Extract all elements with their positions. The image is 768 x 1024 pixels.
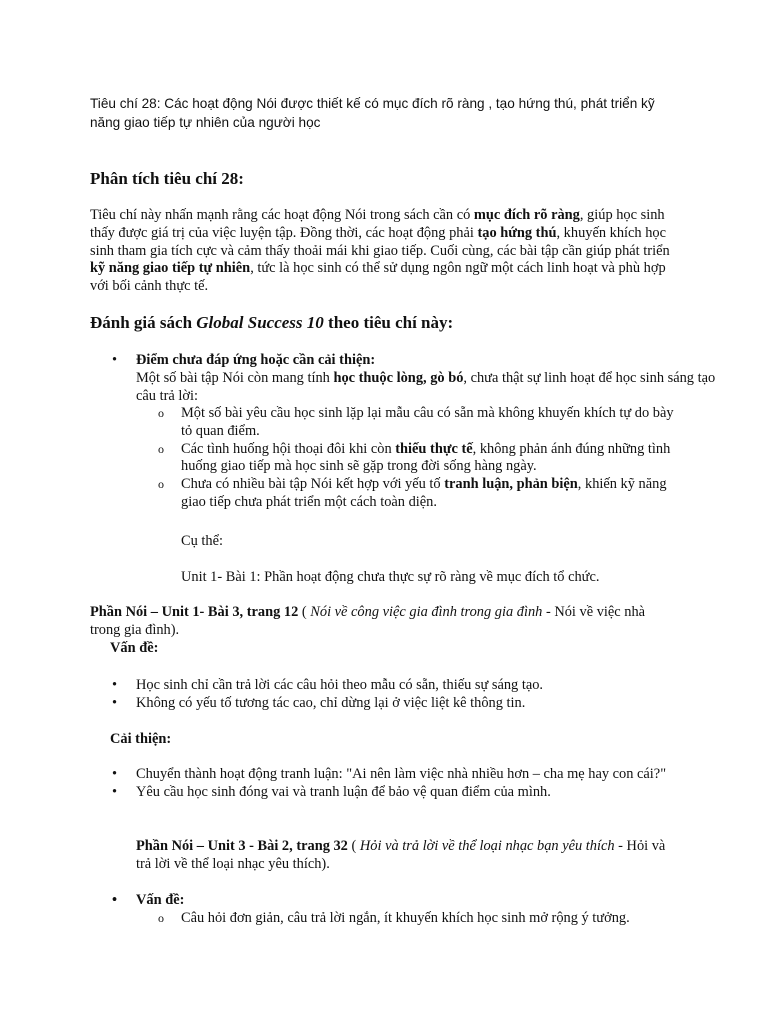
criterion-title: Tiêu chí 28: Các hoạt động Nói được thiết kế có mục đích rõ ràng , tạo hứng thú, phát triển kỹ năng giao tiếp tự nhiên của người học	[90, 96, 655, 130]
unit-note: Unit 1- Bài 1: Phần hoạt động chưa thực sự rõ ràng về mục đích tổ chức.	[181, 569, 600, 585]
list-item: o Các tình huống hội thoại đôi khi còn thiếu thực tế, không phản ánh đúng những tình huống giao tiếp mà học sinh sẽ gặp trong đời sống hàng ngày.	[90, 441, 678, 477]
analysis-paragraph: Tiêu chí này nhấn mạnh rằng các hoạt động Nói trong sách cần có mục đích rõ ràng, giúp học sinh thấy được giá trị của việc luyện tập. Đồng thời, các hoạt động phải tạo hứng thú, khuyến khích học sinh tham gia tích cực và cảm thấy thoải mái khi giao tiếp. Cuối cùng, các bài tập cần giúp phát triển kỹ năng giao tiếp tự nhiên, tức là học sinh có thể sử dụng ngôn ngữ một cách linh hoạt và phù hợp với bối cảnh thực tế.	[90, 207, 670, 295]
unit1-improve-label: Cải thiện:	[110, 731, 172, 747]
unit1-issue-label: Vấn đề:	[110, 640, 159, 656]
list-item: • Không có yếu tố tương tác cao, chỉ dừng lại ở việc liệt kê thông tin.	[90, 695, 678, 713]
weakness-section	[90, 352, 716, 405]
unit1-improvements	[90, 766, 678, 802]
list-item: • Chuyển thành hoạt động tranh luận: "Ai nên làm việc nhà nhiều hơn – cha mẹ hay con cái?"	[90, 766, 678, 784]
list-item: • Điểm chưa đáp ứng hoặc cần cải thiện: Một số bài tập Nói còn mang tính học thuộc lòng, gò bó, chưa thật sự linh hoạt để học sinh sáng tạo câu trả lời:	[90, 352, 724, 405]
analysis-heading: Phân tích tiêu chí 28:	[90, 169, 244, 188]
evaluation-heading: Đánh giá sách Global Success 10 theo tiêu chí này:	[90, 313, 454, 332]
unit1-issues	[90, 677, 678, 713]
list-item: o Câu hỏi đơn giản, câu trả lời ngắn, ít khuyến khích học sinh mở rộng ý tưởng.	[90, 910, 678, 928]
unit3-title: Phần Nói – Unit 3 - Bài 2, trang 32 ( Hỏi và trả lời về thể loại nhạc bạn yêu thích - Hỏi và trả lời về thể loại nhạc yêu thích).	[136, 838, 666, 872]
list-item: • Học sinh chỉ cần trả lời các câu hỏi theo mẫu có sẵn, thiếu sự sáng tạo.	[90, 677, 678, 695]
unit3-issue-sublist	[90, 910, 678, 928]
list-item: o Một số bài yêu cầu học sinh lặp lại mẫu câu có sẵn mà không khuyến khích tự do bày tỏ quan điểm.	[90, 405, 678, 441]
unit1-title: Phần Nói – Unit 1- Bài 3, trang 12 ( Nói về công việc gia đình trong gia đình - Nói về việc nhà trong gia đình).	[90, 604, 646, 638]
list-item: o Chưa có nhiều bài tập Nói kết hợp với yếu tố tranh luận, phản biện, khiến kỹ năng giao tiếp chưa phát triển một cách toàn diện.	[90, 476, 678, 512]
list-item: • Vấn đề:	[90, 892, 678, 910]
weakness-sublist	[90, 405, 678, 512]
specific-label: Cụ thể:	[181, 533, 223, 549]
unit3-issues	[90, 892, 678, 910]
list-item: • Yêu cầu học sinh đóng vai và tranh luận để bảo vệ quan điểm của mình.	[90, 784, 678, 802]
